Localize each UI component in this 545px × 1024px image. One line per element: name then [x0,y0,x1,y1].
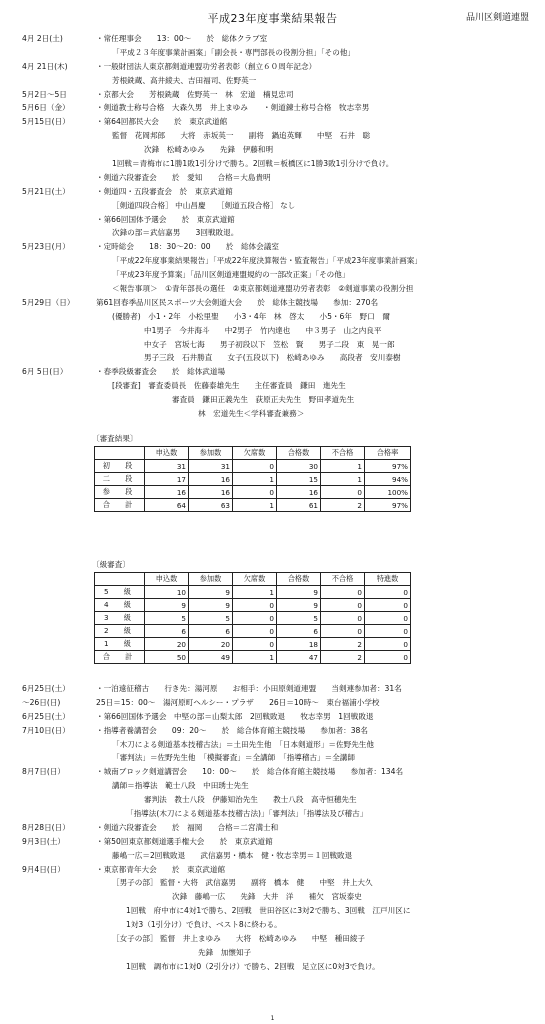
row-label: 初 段 [95,460,145,473]
table-cell: 1 [321,473,365,486]
log-line [22,157,538,171]
log-line [22,101,538,115]
log-line [22,379,538,393]
log-line [22,960,538,974]
column-header [95,573,145,586]
log-line [22,213,538,227]
log-line [22,946,538,960]
row-label: 5 級 [95,586,145,599]
log-date: 8月28日(日） [22,822,70,832]
log-text: 審判法 教士八段 伊藤知治先生 教士八段 高寺恒穂先生 [144,795,357,805]
log-text: ・東京都青年大会 於 東京武道館 [96,864,226,874]
log-date: 5月29日（日） [22,297,75,307]
log-text: 藤嶋一広＝2回戦敗退 武信嘉男・橋本 健・牧志幸男＝１回戦敗退 [112,850,353,860]
log-line [22,310,538,324]
log-text: ［男子の部］ 監督・大将 武信嘉男 副将 橋本 健 中堅 井上大久 [112,878,373,888]
table-row [95,460,411,473]
table-cell: 20 [145,638,189,651]
log-line [22,696,538,710]
column-header: 特進数 [365,573,411,586]
log-line [22,226,538,240]
log-date: 6月25日(土） [22,684,70,693]
table-cell: 63 [189,499,233,512]
log-text: ・第64回都民大会 於 東京武道館 [96,117,228,127]
log-date: 5月6日（金） [22,103,70,113]
log-text: 次鋒の部＝武信嘉男 3回戦敗退。 [112,228,239,238]
table-row [95,625,411,638]
table-row [95,651,411,664]
log-text: ［剣道四段合格］ 中山昌慶 ［剣道五段合格］ なし [112,200,296,210]
log-line [22,835,538,849]
table-cell: 0 [365,638,411,651]
log-text: 林 宏道先生＜学科審査兼務＞ [198,409,305,419]
log-line [22,240,538,254]
table-cell: 9 [145,599,189,612]
log-text: 1回戦 調布市に1対0（2引分け）で勝ち、2回戦 足立区に0対3で負け。 [126,961,380,971]
log-line [22,338,538,352]
column-header: 不合格 [321,447,365,460]
log-line [22,821,538,835]
table-row [95,486,411,499]
column-header: 不合格 [321,573,365,586]
table-cell: 50 [145,651,189,664]
log-text: ・一般財団法人東京都剣道連盟功労者表彰（創立６０周年記念） [96,61,317,71]
log-line [22,738,538,752]
log-date: 4月 21日(木) [22,61,68,71]
table-cell: 16 [189,473,233,486]
log-line [22,724,538,738]
log-text: 芳根銑蔵、高井綾夫、吉田福司、佐野英一 [112,75,257,85]
log-line [22,129,538,143]
table-cell: 0 [321,586,365,599]
log-line [22,296,538,310]
log-text: ［女子の部］ 監督 井上まゆみ 大将 松崎あゆみ 中堅 種田綾子 [112,934,366,944]
table-cell: 0 [365,599,411,612]
report-title: 平成23年度事業結果報告 [207,12,338,25]
event-log-bottom [22,682,538,974]
log-line [22,254,538,268]
table-cell: 0 [233,625,277,638]
table-cell: 2 [321,499,365,512]
event-log-top [22,32,538,421]
kyu-results-table [94,572,411,664]
log-text: (優勝者) 小1・2年 小松里聖 小3・4年 林 啓太 小5・6年 野口 爾 [112,311,390,321]
table-row [95,612,411,625]
kyu-header-row [95,573,411,586]
table-cell: 0 [321,625,365,638]
log-date: ～26日(日) [22,697,61,707]
log-text: 「審判法」＝佐野先生他 「模擬審査」＝全講師 「指導稽古」＝全講師 [112,753,355,763]
column-header [95,447,145,460]
log-text: ・剣道四・五段審査会 於 東京武道館 [96,186,233,196]
log-text: 1対3（1引分け）で負け、ベスト8に終わる。 [126,920,282,930]
log-text: 「木刀による剣道基本技稽古法」＝土田先生他 「日本剣道形」＝佐野先生他 [112,739,374,749]
log-date: 5月23日(月） [22,242,70,252]
table-cell: 6 [145,625,189,638]
table-cell: 97% [365,460,411,473]
log-text: ・一泊遠征稽古 行き先：湯河原 お相手：小田原剣道連盟 当剣連参加者：31名 [96,684,402,693]
table-cell: 1 [233,651,277,664]
column-header: 参加数 [189,573,233,586]
column-header: 合格率 [365,447,411,460]
log-line [22,807,538,821]
log-line [22,88,538,102]
table-cell: 49 [189,651,233,664]
log-text: ・剣道教士称号合格 大森久男 井上まゆみ ・剣道錬士称号合格 牧志幸男 [96,103,370,113]
table-cell: 5 [145,612,189,625]
row-label: 合 計 [95,651,145,664]
column-header: 申込数 [145,573,189,586]
log-text: ・京都大会 芳根銑蔵 佐野英一 林 宏道 楠見忠司 [96,89,294,99]
log-text: ・剣道六段審査会 於 愛知 合格＝大島貴明 [96,172,271,182]
log-text: [段審査] 審査委員長 佐藤泰雄先生 主任審査員 鎌田 進先生 [112,381,346,391]
log-line [22,932,538,946]
table-cell: 61 [277,499,321,512]
table-cell: 9 [189,586,233,599]
log-text: 中女子 宮坂七海 男子初段以下 笠松 賢 男子二段 東 晃一郎 [144,339,395,349]
log-text: ・第66回国体予選会 中堅の部＝山梨太郎 2回戦敗退 牧志幸男 1回戦敗退 [96,711,374,721]
table-row [95,599,411,612]
column-header: 欠席数 [233,447,277,460]
table-cell: 18 [277,638,321,651]
log-text: ・第66回国体予選会 於 東京武道館 [96,214,235,224]
table-row [95,499,411,512]
table-cell: 5 [277,612,321,625]
table-cell: 20 [189,638,233,651]
organization-name: 品川区剣道連盟 [465,13,529,23]
log-date: 6月 5日(日） [22,367,68,377]
log-text: ・常任理事会 13：00～ 於 総体クラブ室 [96,34,268,43]
table-cell: 5 [189,612,233,625]
log-line [22,863,538,877]
table-cell: 0 [365,612,411,625]
row-label: 2 級 [95,625,145,638]
kyu-table-label: 〔級審査〕 [92,560,130,569]
log-text: 講師＝指導法 範士八段 中田琇士先生 [112,781,249,791]
log-text: ＜報告事項＞ ①青年部長の選任 ②東京都剣道連盟功労者表彰 ②剣道事業の役割分担 [112,284,414,294]
table-cell: 2 [321,651,365,664]
log-date: 5月21日(土） [22,186,70,196]
log-text: ・定時総会 18：30～20：00 於 総体会議室 [96,242,279,252]
table-cell: 31 [189,460,233,473]
log-text: 次鋒 松崎あゆみ 先鋒 伊藤和明 [144,145,274,155]
table-row [95,638,411,651]
column-header: 申込数 [145,447,189,460]
log-date: 5月15日(日） [22,117,70,127]
log-line [22,710,538,724]
log-text: 1回戦＝青梅市に1勝1敗1引分けで勝ち。2回戦＝板橋区に1勝3敗1引分けで負け。 [112,159,394,169]
log-line [22,46,538,60]
row-label: 1 級 [95,638,145,651]
table-cell: 0 [365,625,411,638]
table-row [95,586,411,599]
table-cell: 64 [145,499,189,512]
table-cell: 0 [233,460,277,473]
table-cell: 30 [277,460,321,473]
table-cell: 94% [365,473,411,486]
table-cell: 0 [365,586,411,599]
log-text: 1回戦 府中市に4対1で勝ち、2回戦 世田谷区に3対2で勝ち、3回戦 江戸川区に [126,906,411,916]
log-date: 5月2日～5日 [22,89,67,99]
log-line [22,751,538,765]
log-date: 4月 2日(土) [22,34,63,43]
event-log [22,32,538,421]
log-text: 25日＝15：00～ 湯河原町ヘルシー・プラザ 26日＝10時～ 東台福浦小学校 [96,697,380,707]
log-text: 「指導法(木刀による剣道基本技稽古法)」「審判法」「指導法及び稽古」 [126,809,368,819]
log-date: 8月7日(日） [22,767,65,777]
log-date: 6月25日(土） [22,711,70,721]
log-line [22,876,538,890]
table-cell: 0 [321,486,365,499]
row-label: 合 計 [95,499,145,512]
table-cell: 17 [145,473,189,486]
log-line [22,60,538,74]
log-line [22,849,538,863]
log-line [22,268,538,282]
log-line [22,779,538,793]
log-line [22,682,538,696]
row-label: 二 段 [95,473,145,486]
row-label: 3 級 [95,612,145,625]
log-text: ・剣道六段審査会 於 福岡 合格＝二宮満士和 [96,822,279,832]
log-line [22,904,538,918]
log-text: 先鋒 加懐知子 [198,947,252,957]
row-label: 参 段 [95,486,145,499]
log-date: 9月4日(日） [22,864,65,874]
table-cell: 6 [189,625,233,638]
log-text: ・第50回東京都剣道選手権大会 於 東京武道館 [96,836,273,846]
table-cell: 31 [145,460,189,473]
log-line [22,282,538,296]
dan-results-table [94,446,411,512]
table-cell: 0 [365,651,411,664]
column-header: 合格数 [277,573,321,586]
log-text: 中1男子 今井海斗 中2男子 竹内達也 中３男子 山之内良平 [144,325,382,335]
log-text: 第61回春季品川区民スポーツ大会剣道大会 於 総体主競技場 参加：270名 [96,297,379,307]
log-date: 7月10日(日） [22,725,70,735]
table-cell: 1 [233,586,277,599]
log-text: 次鋒 藤嶋一広 先鋒 大井 洋 補欠 宮坂泰史 [172,892,362,902]
table-cell: 9 [189,599,233,612]
log-text: 「平成22年度事業結果報告」「平成22年度決算報告・監査報告」「平成23年度事業計画案」 [112,256,422,266]
table-cell: 97% [365,499,411,512]
log-line [22,115,538,129]
dan-table-label: 〔審査結果〕 [92,434,138,443]
log-line [22,171,538,185]
table-cell: 1 [233,499,277,512]
log-text: 監督 花岡邦郎 大将 赤坂英一 副将 鍋追英輝 中堅 石井 聡 [112,131,371,141]
table-cell: 16 [189,486,233,499]
log-line [22,199,538,213]
log-line [22,365,538,379]
log-line [22,74,538,88]
table-cell: 0 [233,486,277,499]
log-line [22,793,538,807]
log-line [22,351,538,365]
log-line [22,324,538,338]
table-cell: 9 [277,586,321,599]
log-line [22,407,538,421]
log-text: ・城南ブロック剣道講習会 10：00～ 於 総合体育館主競技場 参加者：134名 [96,767,404,777]
dan-header-row [95,447,411,460]
log-date: 9月3日(土） [22,836,65,846]
log-text: 「平成２３年度事業計画案」「副会長・専門部長の役割分担」「その他」 [112,47,355,57]
log-line [22,890,538,904]
log-text: ・春季段級審査会 於 総体武道場 [96,367,226,377]
log-text: 「平成23年度予算案」「品川区剣道連盟規約の一部改正案」「その他」 [112,270,350,280]
table-cell: 0 [321,612,365,625]
table-cell: 2 [321,638,365,651]
table-cell: 1 [321,460,365,473]
log-line [22,185,538,199]
log-line [22,765,538,779]
column-header: 参加数 [189,447,233,460]
table-cell: 0 [233,599,277,612]
table-cell: 16 [277,486,321,499]
table-cell: 6 [277,625,321,638]
log-line [22,32,538,46]
log-text: 男子三段 石井勝直 女子(五段以下) 松崎あゆみ 高段者 安川泰樹 [144,353,401,363]
table-cell: 0 [233,612,277,625]
table-cell: 0 [321,599,365,612]
log-line [22,918,538,932]
table-cell: 0 [233,638,277,651]
column-header: 欠席数 [233,573,277,586]
table-cell: 47 [277,651,321,664]
table-cell: 1 [233,473,277,486]
table-cell: 10 [145,586,189,599]
log-text: ・指導者養講習会 09：20～ 於 総合体育館主競技場 参加者：38名 [96,725,368,735]
table-cell: 9 [277,599,321,612]
log-line [22,143,538,157]
column-header: 合格数 [277,447,321,460]
log-line [22,393,538,407]
table-cell: 16 [145,486,189,499]
page-number: 1 [270,1015,275,1022]
row-label: 4 級 [95,599,145,612]
log-text: 審査員 鎌田正義先生 荻原正夫先生 野田孝道先生 [172,395,355,405]
table-cell: 100% [365,486,411,499]
table-cell: 15 [277,473,321,486]
table-row [95,473,411,486]
